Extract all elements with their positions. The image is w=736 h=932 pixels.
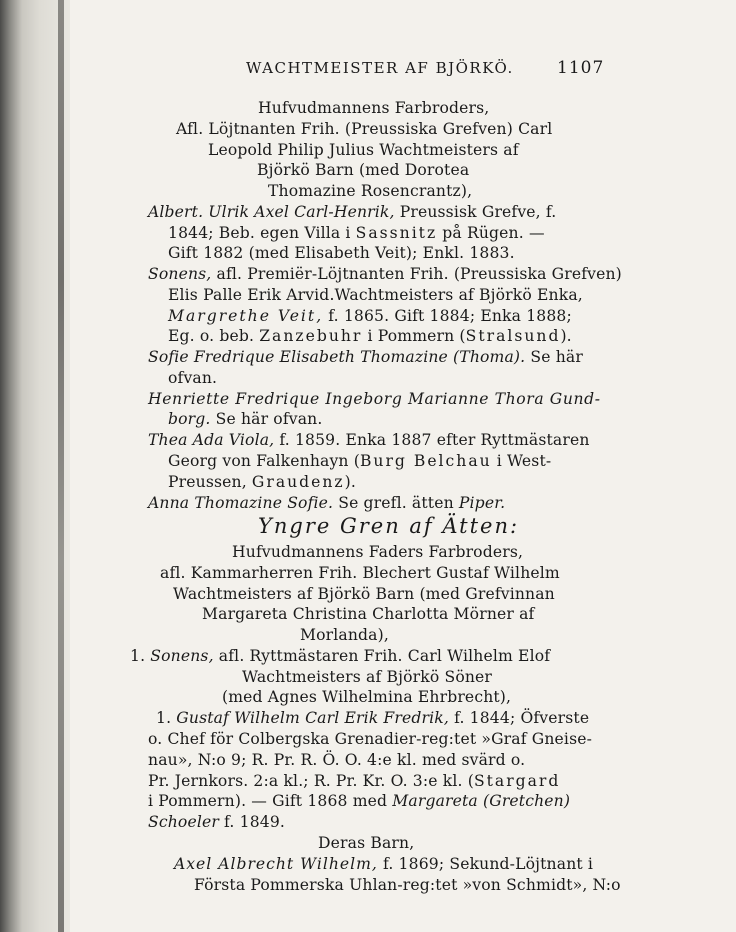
- text-line: afl. Kammarherren Frih. Blechert Gustaf Wilhelm: [160, 564, 560, 582]
- text-line: [174, 854, 593, 874]
- text-span: Se här: [525, 348, 583, 366]
- list-number: 1.: [156, 709, 172, 727]
- text-line: Afl. Löjtnanten Frih. (Preussiska Grefven) Carl: [176, 120, 553, 138]
- text-span: 1844; Beb. egen Villa i: [168, 224, 356, 242]
- text-line: [148, 202, 556, 222]
- place-name: Sassnitz: [355, 224, 438, 242]
- text-span: Se grefl. ätten: [333, 494, 459, 512]
- list-number: 1.: [130, 647, 146, 665]
- person-name: Gustaf Wilhelm Carl Erik Fredrik,: [176, 709, 449, 727]
- book-page: [70, 0, 736, 932]
- text-span: Se här ofvan.: [210, 410, 323, 428]
- place-name: Stralsund: [465, 327, 561, 345]
- text-line: [168, 409, 322, 429]
- place-name: Burg Belchau: [359, 452, 492, 470]
- text-line: [148, 264, 622, 284]
- person-name: Sonens,: [150, 647, 214, 665]
- text-line: Margareta Christina Charlotta Mörner af: [202, 605, 535, 623]
- text-line: [148, 791, 570, 811]
- text-line: Morlanda),: [300, 626, 389, 644]
- person-name: Anna Thomazine Sofie.: [148, 494, 334, 512]
- page-number: 1107: [557, 58, 605, 78]
- text-line: [168, 223, 545, 243]
- text-line: Leopold Philip Julius Wachtmeisters af: [208, 141, 519, 159]
- text-line: o. Chef för Colbergska Grenadier-reg:tet »Graf Gneise-: [148, 730, 593, 748]
- person-name: Sonens,: [148, 265, 212, 283]
- text-line: [148, 347, 583, 367]
- place-name: Stargard: [473, 772, 561, 790]
- person-name: Sofie Fredrique Elisabeth Thomazine (Thoma).: [148, 348, 526, 366]
- text-line: [148, 812, 285, 832]
- text-span: afl. Ryttmästaren Frih. Carl Wilhelm Elof: [213, 647, 551, 665]
- text-line: [168, 472, 356, 492]
- running-title: WACHTMEISTER AF BJÖRKÖ.: [246, 59, 514, 77]
- person-name: Axel Albrecht Wilhelm,: [174, 855, 378, 873]
- text-span: Georg von Falkenhayn (: [168, 452, 360, 470]
- text-span: Eg. o. beb.: [168, 327, 260, 345]
- text-span: Preussisk Grefve, f.: [394, 203, 557, 221]
- text-span: i Pommern). — Gift 1868 med: [148, 792, 393, 810]
- text-line: Henriette Fredrique Ingeborg Marianne Thora Gund-: [148, 390, 601, 408]
- text-line: [148, 430, 590, 450]
- text-span: f. 1869; Sekund-Löjtnant i: [377, 855, 594, 873]
- text-line: Hufvudmannens Faders Farbroders,: [232, 543, 524, 561]
- person-name: Schoeler: [148, 813, 219, 831]
- text-line: nau», N:o 9; R. Pr. R. Ö. O. 4:e kl. med svärd o.: [148, 751, 526, 769]
- text-line: Thomazine Rosencrantz),: [268, 182, 473, 200]
- text-line: ofvan.: [168, 369, 218, 387]
- text-span: ).: [344, 473, 356, 491]
- text-line: [168, 306, 572, 326]
- text-span: afl. Premiër-Löjtnanten Frih. (Preussiska Grefven): [211, 265, 622, 283]
- text-span: ).: [560, 327, 572, 345]
- text-line: [156, 708, 589, 728]
- person-name: Margareta (Gretchen): [392, 792, 571, 810]
- text-line: [148, 493, 505, 513]
- page-gutter: [58, 0, 64, 932]
- text-span: i Pommern (: [362, 327, 466, 345]
- text-span: Pr. Jernkors. 2:a kl.; R. Pr. Kr. O. 3:e kl. (: [148, 772, 474, 790]
- text-line: [148, 771, 560, 791]
- text-span: f. 1844; Öfverste: [448, 709, 590, 727]
- text-line: Deras Barn,: [318, 834, 415, 852]
- text-span: Preussen,: [168, 473, 252, 491]
- person-name: Albert. Ulrik Axel Carl-Henrik,: [148, 203, 395, 221]
- text-line: (med Agnes Wilhelmina Ehrbrecht),: [222, 688, 512, 706]
- text-span: f. 1865. Gift 1884; Enka 1888;: [323, 307, 572, 325]
- text-span: f. 1859. Enka 1887 efter Ryttmästaren: [274, 431, 590, 449]
- text-line: [168, 326, 572, 346]
- text-line: [130, 646, 550, 666]
- place-name: Graudenz: [251, 473, 345, 491]
- person-name: Thea Ada Viola,: [148, 431, 275, 449]
- text-line: Wachtmeisters af Björkö Söner: [242, 668, 493, 686]
- text-span: f. 1849.: [218, 813, 286, 831]
- family-name: Piper.: [458, 494, 506, 512]
- text-span: i West-: [491, 452, 552, 470]
- text-line: Första Pommerska Uhlan-reg:tet »von Schmidt», N:o: [194, 876, 621, 894]
- person-name: borg.: [168, 410, 211, 428]
- text-span: på Rügen. —: [437, 224, 545, 242]
- text-line: Gift 1882 (med Elisabeth Veit); Enkl. 1883.: [168, 244, 515, 262]
- person-name: Margrethe Veit,: [168, 307, 324, 325]
- section-heading: Yngre Gren af Ätten:: [258, 514, 520, 538]
- text-line: Wachtmeisters af Björkö Barn (med Grefvinnan: [173, 585, 555, 603]
- text-line: Björkö Barn (med Dorotea: [257, 161, 470, 179]
- text-line: Hufvudmannens Farbroders,: [258, 99, 490, 117]
- text-line: Elis Palle Erik Arvid.Wachtmeisters af Björkö Enka,: [168, 286, 583, 304]
- text-line: [168, 451, 551, 471]
- book-binding-shadow: [0, 0, 80, 932]
- place-name: Zanzebuhr: [259, 327, 363, 345]
